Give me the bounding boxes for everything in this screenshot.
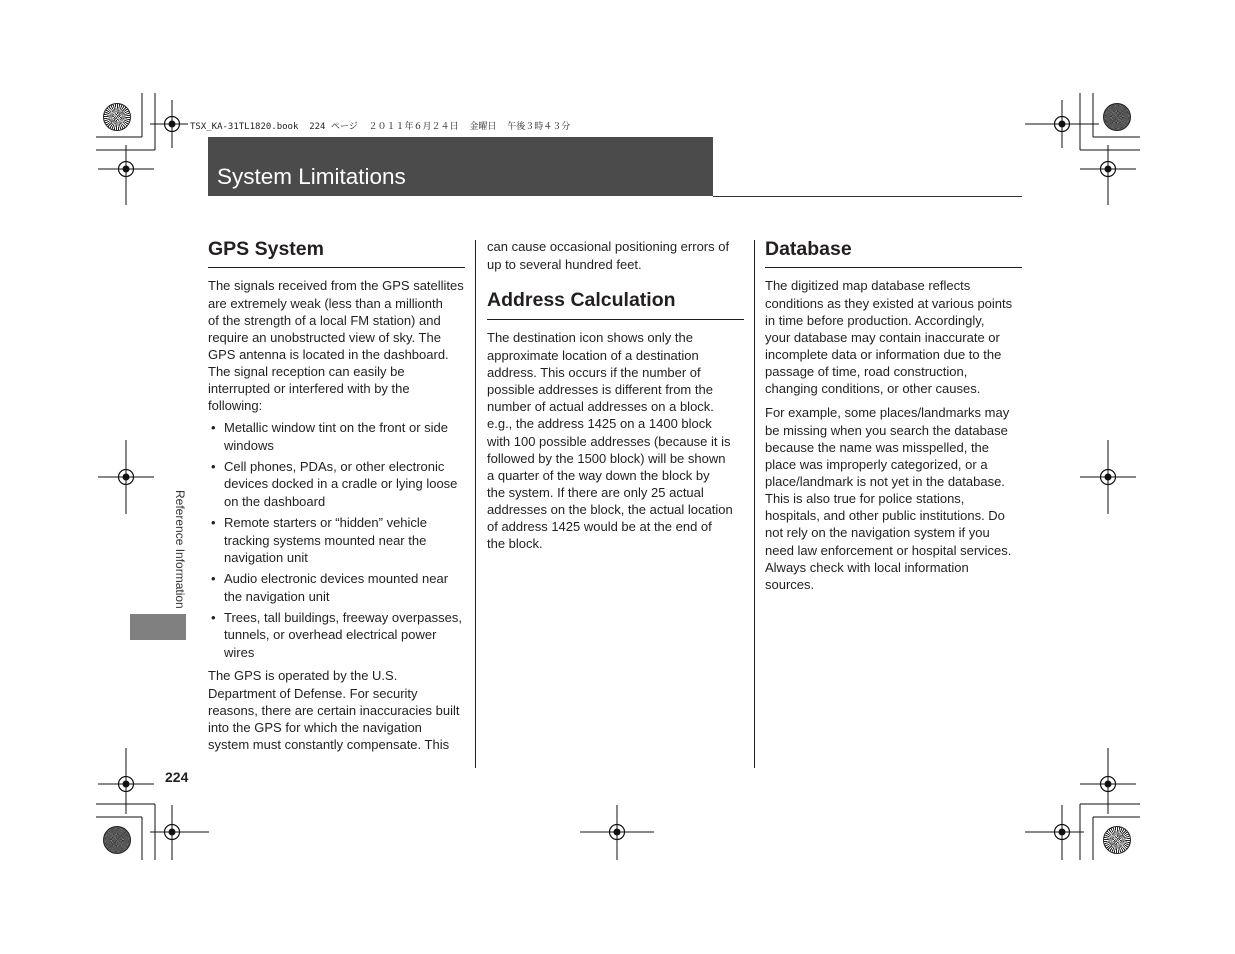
database-heading-rule [765,267,1022,268]
text-line: changing conditions, or other causes. [765,381,981,397]
text-line: Trees, tall buildings, freeway overpasses, [224,610,462,626]
text-line: need law enforcement or hospital services. [765,542,1012,558]
list-item [208,458,465,509]
text-line: are extremely weak (less than a millionth [208,295,443,311]
target-dot [1105,781,1112,788]
text-line: Remote starters or “hidden” vehicle [224,515,428,531]
text-line: system must constantly compensate. This [208,737,450,753]
text-line: following: [208,398,263,414]
registration-mark-top-left [150,100,188,148]
text-line: windows [224,437,274,453]
bullet-marker: • [211,571,216,587]
text-line: be missing when you search the database [765,422,1008,438]
starburst-target-top-right [1103,103,1131,131]
text-line: on the dashboard [224,493,326,509]
list-item [208,514,465,565]
target-dot [169,829,176,836]
bullet-marker: • [211,420,216,436]
text-line: addresses on the block, the actual location [487,502,733,518]
starburst-target-top-left [103,103,131,131]
text-line: of the strength of a local FM station) and [208,312,441,328]
address-calculation-heading-rule [487,319,744,320]
text-line: possible addresses is different from the [487,381,713,397]
page-number: 224 [165,769,189,785]
text-line: the system. If there are only 25 actual [487,485,704,501]
column-divider-2 [754,240,755,768]
gps-system-heading: GPS System [208,238,324,260]
text-line: The GPS is operated by the U.S. [208,668,398,684]
list-item [208,419,465,453]
target-dot [123,166,130,173]
text-line: Metallic window tint on the front or side [224,420,448,436]
text-line: Department of Defense. For security [208,685,418,701]
text-line: incomplete data or information due to the [765,347,1002,363]
print-slug: TSX_KA-31TL1820.book 224 ページ ２０１１年６月２４日 金曜日 午後３時４３分 [190,122,571,132]
address-calculation-paragraph-1 [487,329,714,415]
interference-bullet-list [208,419,465,665]
gps-intro-paragraph [208,277,464,414]
starburst-target-bottom-left [103,826,131,854]
text-line: GPS antenna is located in the dashboard. [208,347,449,363]
text-line: interrupted or interfered with by the [208,381,410,397]
text-line: The signals received from the GPS satellites [208,278,464,294]
text-line: sources. [765,576,815,592]
database-paragraph-2 [765,404,1011,593]
text-line: The destination icon shows only the [487,330,693,346]
text-line: The signal reception can easily be [208,364,405,380]
list-item [208,609,465,660]
text-line: place was improperly categorized, or a [765,456,988,472]
gps-system-heading-rule [208,267,465,268]
text-line: devices docked in a cradle or lying loose [224,476,458,492]
bullet-marker: • [211,515,216,531]
text-line: reasons, there are certain inaccuracies built [208,702,460,718]
text-line: conditions as they existed at various points [765,295,1013,311]
text-line: can cause occasional positioning errors of [487,239,730,255]
side-tab-label: Reference Information [173,490,187,609]
starburst-target-bottom-right [1103,826,1131,854]
text-line: passage of time, road construction, [765,364,968,380]
side-tab-marker [130,614,186,640]
database-paragraph-1 [765,277,1012,397]
text-line: because the name was misspelled, the [765,439,990,455]
registration-mark-left-middle [98,440,154,514]
gps-defense-paragraph [208,667,459,753]
bullet-marker: • [211,459,216,475]
text-line: your database may contain inaccurate or [765,329,1000,345]
target-dot [1105,166,1112,173]
title-rule [713,196,1022,197]
text-line: not rely on the navigation system if you [765,525,990,541]
target-dot [614,829,621,836]
text-line: address. This occurs if the number of [487,364,701,380]
text-line: hospitals, and other public institutions. Do [765,508,1005,524]
text-line: with 100 possible addresses (because it is [487,433,731,449]
text-line: of address 1425 would be at the end of [487,519,712,535]
text-line: up to several hundred feet. [487,256,642,272]
text-line: For example, some places/landmarks may [765,405,1010,421]
address-calculation-heading: Address Calculation [487,289,676,311]
text-line: the navigation unit [224,588,330,604]
bullet-marker: • [211,610,216,626]
text-line: followed by the 1500 block) will be shown [487,450,726,466]
section-title-bar [208,137,713,196]
registration-mark-right-middle [1080,440,1136,514]
database-heading: Database [765,238,852,260]
text-line: into the GPS for which the navigation [208,719,422,735]
registration-mark-top-right [1025,100,1099,148]
text-line: require an unobstructed view of sky. The [208,329,441,345]
text-line: approximate location of a destination [487,347,699,363]
target-dot [1059,121,1066,128]
registration-mark-bottom-center [580,805,654,860]
registration-mark-left-upper [98,145,154,205]
text-line: tracking systems mounted near the [224,532,427,548]
target-dot [169,121,176,128]
text-line: This is also true for police stations, [765,491,965,507]
text-line: Audio electronic devices mounted near [224,571,449,587]
text-line: number of actual addresses on a block. [487,399,714,415]
text-line: Cell phones, PDAs, or other electronic [224,459,445,475]
text-line: tunnels, or overhead electrical power [224,627,437,643]
text-line: place/landmark is not yet in the database. [765,474,1005,490]
target-dot [123,781,130,788]
text-line: e.g., the address 1425 on a 1400 block [487,416,712,432]
text-line: a quarter of the way down the block by [487,467,710,483]
text-line: navigation unit [224,549,308,565]
registration-mark-bottom-right [1025,805,1084,860]
text-line: in time before production. Accordingly, [765,312,985,328]
text-line: the block. [487,536,543,552]
text-line: Always check with local information [765,559,969,575]
target-dot [1105,474,1112,481]
text-line: The digitized map database reflects [765,278,971,294]
target-dot [1059,829,1066,836]
text-line: wires [224,644,255,660]
target-dot [123,474,130,481]
gps-defense-paragraph-continued [487,238,729,272]
address-calculation-paragraph-2 [487,415,733,552]
registration-mark-bottom-left [150,805,209,860]
column-divider-1 [475,240,476,768]
list-item [208,570,465,604]
section-title: System Limitations [217,164,406,189]
registration-mark-right-upper [1080,145,1136,205]
